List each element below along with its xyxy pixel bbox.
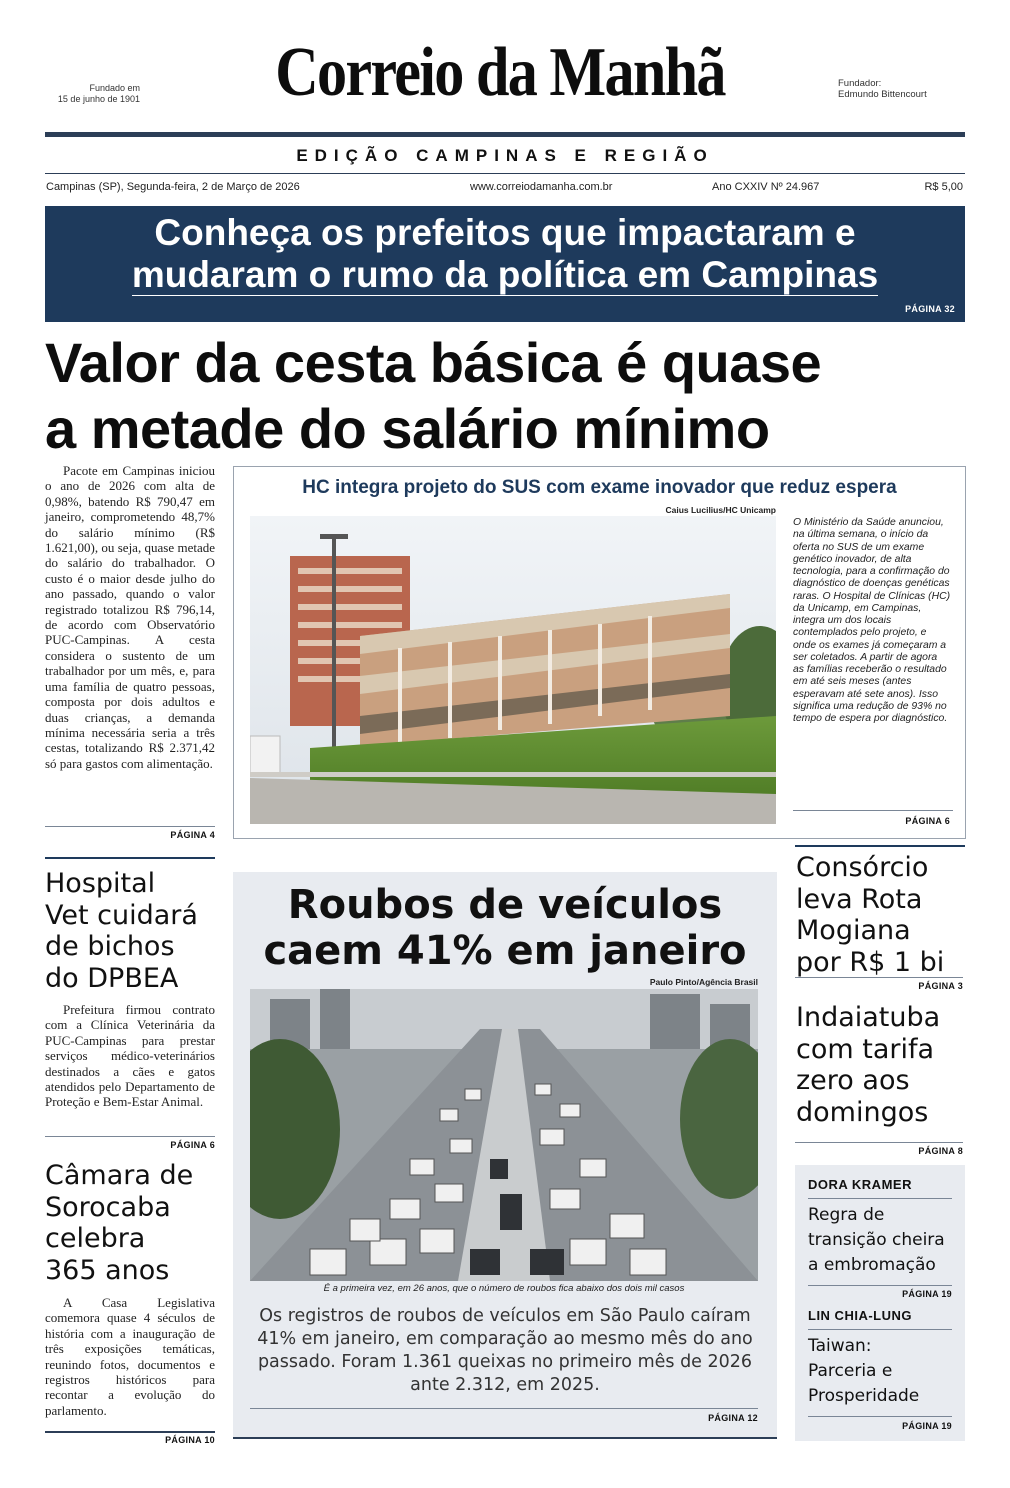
banner-line2: mudaram o rumo da política em Campinas [131, 254, 879, 295]
camara-headline[interactable] [45, 1160, 220, 1286]
opinion-author-dora: DORA KRAMER [808, 1177, 912, 1192]
newspaper-title[interactable]: Correio da Manhã [275, 34, 725, 111]
indaiatuba-page-ref[interactable]: PÁGINA 8 [918, 1146, 963, 1156]
roubos-photo-caption: É a primeira vez, em 26 anos, que o número de roubos fica abaixo dos dois mil casos [323, 1283, 685, 1294]
dora-line3: a embromação [808, 1255, 936, 1275]
opinion-divider-1 [808, 1198, 952, 1199]
hc-page-ref[interactable]: PÁGINA 6 [905, 816, 950, 826]
banner-headline [45, 212, 965, 296]
hospital-body: Prefeitura firmou contrato com a Clínica Veterinária da PUC-Campinas para prestar serviços médico-veterinários destinados a cães e gatos atendidos pelo Departamento de Proteção e Bem-Estar Animal. [45, 1002, 215, 1110]
edition-rule [45, 173, 965, 174]
camara-line3: celebra [45, 1223, 146, 1254]
dateline: Campinas (SP), Segunda-feira, 2 de Março de 2026 [46, 181, 300, 193]
hospital-line1: Hospital [45, 868, 156, 899]
dora-line2: transição cheira [808, 1230, 945, 1250]
opinion-page-ref-2[interactable]: PÁGINA 19 [902, 1421, 952, 1431]
opinion-panel [795, 1165, 965, 1441]
hospital-line3: de bichos [45, 931, 175, 962]
hospital-rule [45, 1136, 215, 1137]
opinion-page-ref-1[interactable]: PÁGINA 19 [902, 1289, 952, 1299]
banner-page-ref[interactable]: PÁGINA 32 [905, 304, 955, 314]
hospital-headline[interactable] [45, 868, 220, 994]
consorcio-top-rule [795, 845, 965, 847]
hc-caption: O Ministério da Saúde anunciou, na última semana, o início da oferta no SUS de um exame genético inovador, de alta tecnologia, para a confirmação do diagnóstico de doenças genéticas raras. O Hospital de Clínicas (HC) da Unicamp, em Campinas, integra um dos locais contemplados pelo projeto, e onde os exames já começaram a ser coletados. A partir de agora as famílias receberão o resultado em até seis meses (antes esperavam até sete anos). Isso significa uma redução de 93% no tempo de espera por diagnóstico. [793, 517, 951, 724]
roubos-photo-credit: Paulo Pinto/Agência Brasil [649, 977, 758, 987]
hospital-page-ref[interactable]: PÁGINA 6 [170, 1140, 215, 1150]
hospital-line4: do DPBEA [45, 962, 179, 994]
roubos-headline[interactable] [233, 882, 777, 974]
hospital-top-rule [45, 857, 215, 859]
opinion-rule-1 [808, 1285, 952, 1286]
masthead-rule [45, 132, 965, 137]
hc-rule [793, 810, 953, 811]
indaiatuba-line2: com tarifa [796, 1033, 935, 1065]
founder-note [838, 78, 968, 100]
indaiatuba-line3: zero aos [796, 1065, 910, 1096]
opinion-divider-2 [808, 1329, 952, 1330]
roubos-photo[interactable] [250, 989, 758, 1281]
lin-line1: Taiwan: [808, 1336, 872, 1356]
consorcio-line2: leva Rota [796, 883, 923, 915]
lead-rule [45, 826, 215, 827]
camara-page-ref[interactable]: PÁGINA 10 [165, 1435, 215, 1445]
roubos-line2: caem 41% em janeiro [263, 928, 747, 974]
opinion-title-dora[interactable] [808, 1203, 963, 1278]
hc-headline[interactable]: HC integra projeto do SUS com exame inovador que reduz espera [302, 477, 897, 498]
dora-line1: Regra de [808, 1205, 885, 1225]
banner-line1: Conheça os prefeitos que impactaram e [154, 212, 856, 253]
founded-line2: 15 de junho de 1901 [57, 94, 140, 104]
hc-photo-credit: Caius Lucilius/HC Unicamp [665, 505, 776, 515]
consorcio-headline[interactable] [796, 852, 966, 978]
lead-body: Pacote em Campinas iniciou o ano de 2026 com alta de 0,98%, batendo R$ 790,47 em janeiro, comprometendo 48,7% do salário mínimo (R$ 1.621,00), ou seja, quase metade do salário do trabalhador. O custo é o maior desde julho do ano passado, quando o valor registrado totalizou R$ 796,14, de acordo com Observatório PUC-Campinas. A cesta considera o sustento de um trabalhador por um mês, e, para uma família de quatro pessoas, composta por dois adultos e duas crianças, a demanda mínima necessária seria a três cestas, totalizando R$ 2.371,42 só para gastos com alimentação. [45, 463, 215, 771]
hc-box [233, 466, 966, 839]
indaiatuba-headline[interactable] [796, 1002, 966, 1128]
price: R$ 5,00 [924, 181, 963, 193]
roubos-line1: Roubos de veículos [287, 882, 723, 928]
traffic-image [250, 989, 758, 1281]
indaiatuba-line1: Indaiatuba [796, 1002, 941, 1033]
consorcio-rule [795, 977, 963, 978]
hospital-building-image [250, 516, 776, 824]
lead-line2: a metade do salário mínimo [45, 397, 770, 460]
founded-note [40, 83, 140, 105]
consorcio-page-ref[interactable]: PÁGINA 3 [918, 981, 963, 991]
opinion-rule-2 [808, 1416, 952, 1417]
camara-body: A Casa Legislativa comemora quase 4 séculos de história com a inauguração de três exposições temáticas, reunindo fotos, documentos e registros históricos para recontar a evolução do parlamento. [45, 1295, 215, 1418]
lin-line2: Parceria e [808, 1361, 893, 1381]
lead-line1: Valor da cesta básica é quase [45, 331, 822, 394]
founded-line1: Fundado em [89, 83, 140, 93]
lead-page-ref[interactable]: PÁGINA 4 [170, 830, 215, 840]
issue-number: Ano CXXIV Nº 24.967 [712, 181, 820, 193]
indaiatuba-rule [795, 1142, 963, 1143]
consorcio-line4: por R$ 1 bi [796, 946, 945, 978]
indaiatuba-line4: domingos [796, 1096, 929, 1128]
roubos-panel [233, 872, 777, 1439]
roubos-body: Os registros de roubos de veículos em São Paulo caíram 41% em janeiro, em comparação ao mesmo mês do ano passado. Foram 1.361 queixas no primeiro mês de 2026 ante 2.312, em 2025. [257, 1306, 753, 1395]
opinion-title-lin[interactable] [808, 1334, 963, 1409]
consorcio-line1: Consórcio [796, 852, 929, 883]
roubos-rule [250, 1408, 758, 1409]
edition-label: EDIÇÃO CAMPINAS E REGIÃO [296, 146, 714, 165]
lin-line3: Prosperidade [808, 1386, 920, 1406]
consorcio-line3: Mogiana [796, 915, 911, 946]
camara-line1: Câmara de [45, 1160, 194, 1191]
camara-rule [45, 1431, 215, 1433]
opinion-author-lin: LIN CHIA-LUNG [808, 1308, 912, 1323]
website-link[interactable]: www.correiodamanha.com.br [470, 181, 613, 193]
founder-line1: Fundador: [838, 78, 882, 89]
roubos-page-ref[interactable]: PÁGINA 12 [708, 1413, 758, 1423]
roubos-bottom-rule [233, 1437, 777, 1439]
founder-line2: Edmundo Bittencourt [838, 89, 927, 100]
lead-headline[interactable] [45, 330, 965, 462]
masthead [0, 0, 1010, 200]
camara-line4: 365 anos [45, 1254, 170, 1286]
hospital-line2: Vet cuidará [45, 899, 198, 931]
banner-teaser[interactable] [45, 206, 965, 322]
hc-photo[interactable] [250, 516, 776, 824]
camara-line2: Sorocaba [45, 1191, 171, 1223]
